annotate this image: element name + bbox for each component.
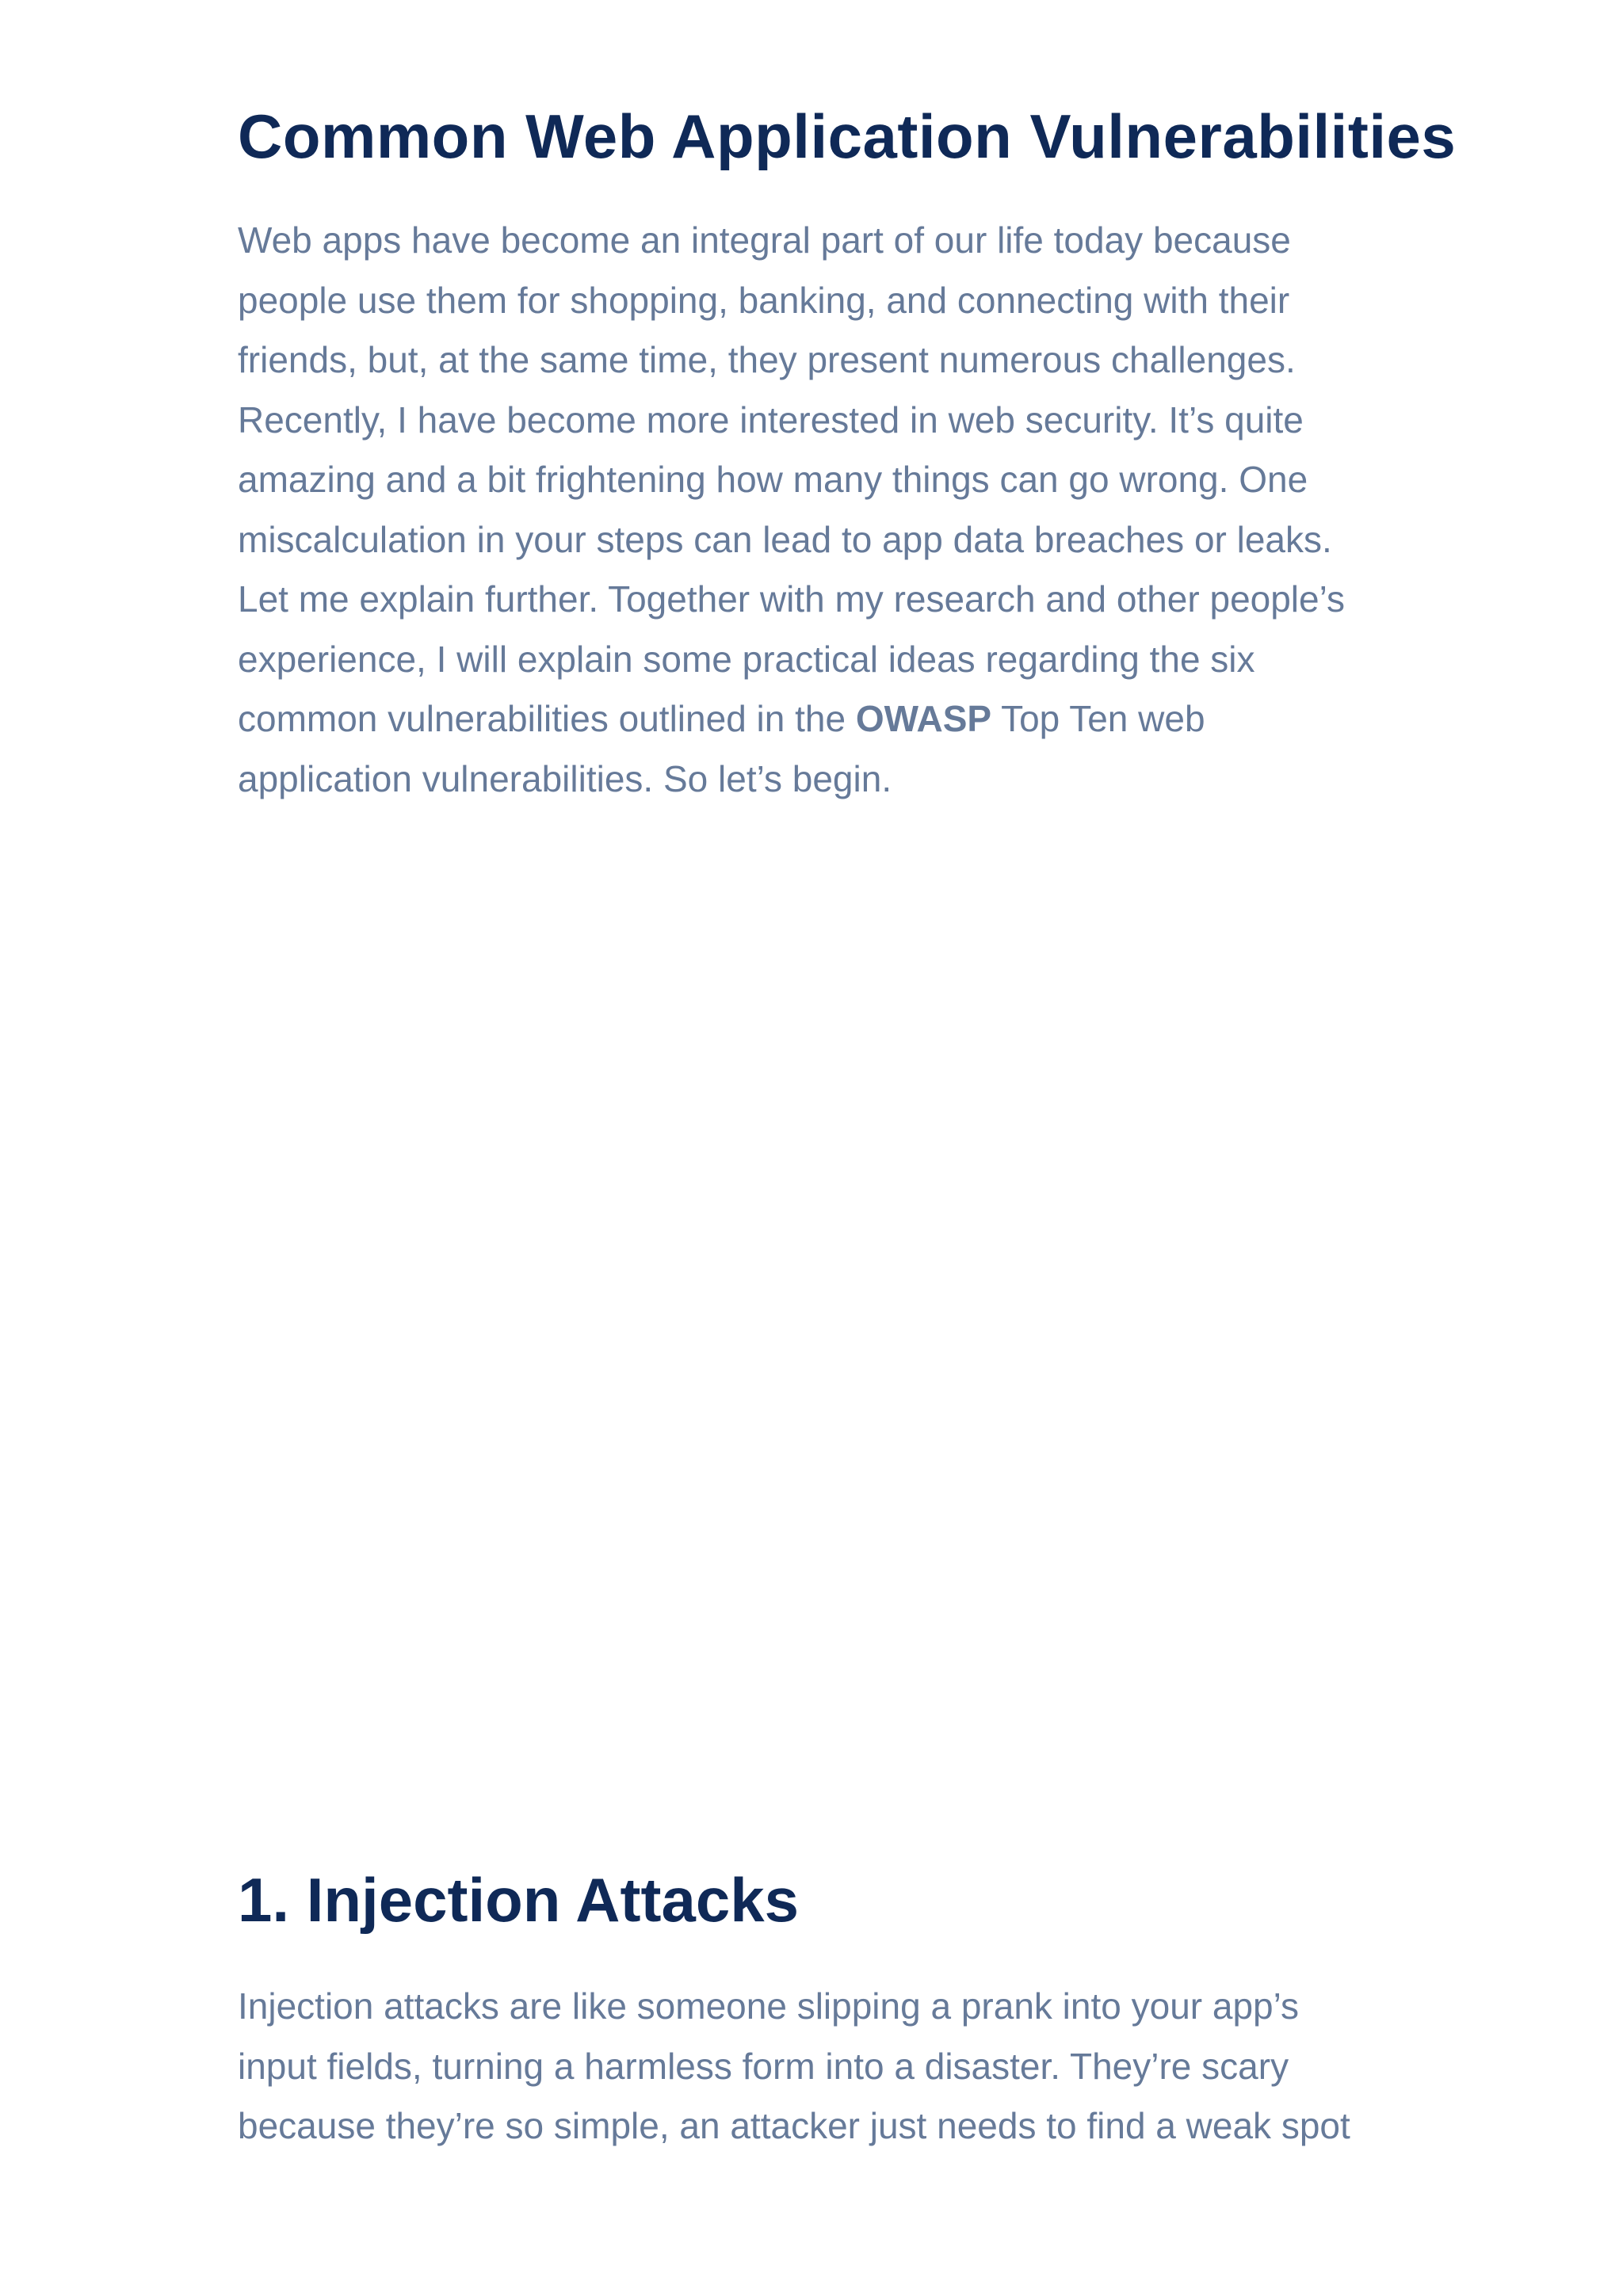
owasp-bold-text: OWASP (855, 698, 992, 739)
injection-line: Injection attacks are like someone slipping a prank into your app’s (238, 1985, 1300, 2027)
intro-line: Let me explain further. Together with my research and other people’s (238, 578, 1346, 620)
intro-line: experience, I will explain some practical ideas regarding the six (238, 638, 1255, 680)
intro-line: amazing and a bit frightening how many things can go wrong. One (238, 459, 1308, 500)
intro-line-with-owasp (238, 689, 1442, 749)
section-heading-injection-attacks: 1. Injection Attacks (238, 1865, 799, 1935)
intro-line9-end: Top Ten web (991, 698, 1205, 739)
intro-paragraph (238, 211, 1442, 809)
injection-line: because they’re so simple, an attacker just needs to find a weak spot (238, 2105, 1350, 2146)
intro-line9-start: common vulnerabilities outlined in the (238, 698, 856, 739)
intro-line: Web apps have become an integral part of our life today because (238, 219, 1291, 261)
injection-paragraph (238, 1977, 1442, 2157)
article-title: Common Web Application Vulnerabilities (238, 101, 1457, 171)
intro-line: friends, but, at the same time, they present numerous challenges. (238, 339, 1296, 380)
intro-line: application vulnerabilities. So let’s begin. (238, 757, 892, 799)
intro-line: Recently, I have become more interested in web security. It’s quite (238, 399, 1304, 441)
intro-line: people use them for shopping, banking, and connecting with their (238, 279, 1290, 321)
intro-line: miscalculation in your steps can lead to app data breaches or leaks. (238, 518, 1332, 560)
injection-line: input fields, turning a harmless form into a disaster. They’re scary (238, 2045, 1289, 2087)
